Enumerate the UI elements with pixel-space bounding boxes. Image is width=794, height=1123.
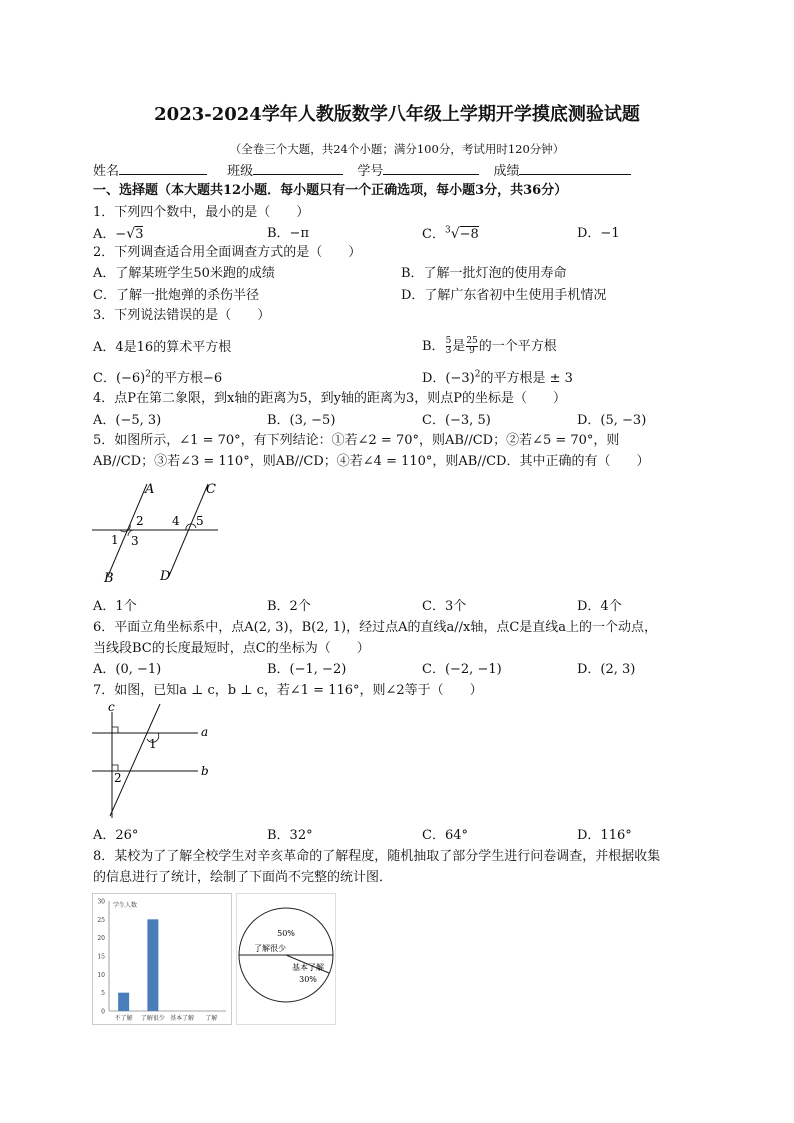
q1-option-c: C．$^3$√−8: [422, 225, 479, 242]
score-label: 成绩: [493, 164, 520, 179]
student-info: [93, 162, 631, 180]
q3-option-c: C．$(-6)^2$的平方根−6: [93, 369, 223, 386]
q8-stem-line1: 8．某校为了了解全校学生对辛亥革命的了解程度，随机抽取了部分学生进行问卷调查，并根据收集: [93, 849, 661, 864]
q4-option-c: C．(−3, 5): [422, 413, 491, 428]
q6-option-d: D．(2, 3): [577, 662, 636, 677]
number-blank[interactable]: [383, 162, 479, 175]
q1-option-b: B．−π: [267, 226, 309, 241]
q5-label-a: A: [145, 482, 155, 497]
bar-y-tick-label: 10: [97, 971, 105, 979]
q7-option-c: C．64°: [422, 828, 468, 843]
bar-y-tick-label: 5: [101, 990, 105, 998]
q7-stem: 7．如图，已知a ⊥ c，b ⊥ c，若∠1 = 116°，则∠2等于（ ）: [93, 683, 483, 698]
page-title: 2023-2024学年人教版数学八年级上学期开学摸底测验试题: [154, 104, 640, 125]
bar-chart-frame: [93, 894, 232, 1025]
bar-y-tick-label: 20: [97, 935, 105, 943]
q4-option-a: A．(−5, 3): [93, 413, 162, 428]
q7-label-a: a: [201, 725, 209, 739]
bar-y-tick-label: 15: [97, 953, 105, 961]
q6-stem-line1: 6．平面立角坐标系中，点A(2, 3)，B(2, 1)，经过点A的直线a//x轴，点C是直线a上的一个动点，: [93, 620, 658, 635]
q3-option-b: B． $\frac{5}{3}$ 是 $\frac{25}{9}$ 的一个平方根: [422, 336, 557, 356]
q5-label-b: B: [104, 571, 114, 586]
bar-category-label: 了解: [205, 1015, 218, 1022]
bar-1: [147, 919, 158, 1011]
pie-slice-1-percent: 50%: [277, 929, 295, 938]
q1-option-a: A．−√3: [93, 226, 144, 242]
q4-option-b: B．(3, −5): [267, 413, 336, 428]
section-heading: 一、选择题（本大题共12小题．每小题只有一个正确选项，每小题3分，共36分）: [93, 183, 568, 198]
q5-angle-5: 5: [196, 514, 204, 528]
q7-figure: [90, 700, 215, 822]
q5-angle-4: 4: [172, 514, 180, 528]
q8-stem-line2: 的信息进行了统计，绘制了下面尚不完整的统计图．: [93, 870, 393, 885]
q1-option-d: D．−1: [577, 226, 620, 241]
q7-label-b: b: [201, 764, 209, 778]
bar-y-axis-label: 学生人数: [113, 902, 138, 909]
q3-stem: 3．下列说法错误的是（ ）: [93, 308, 271, 323]
q6-option-a: A．(0, −1): [93, 662, 162, 677]
q2-stem: 2．下列调查适合用全面调查方式的是（ ）: [93, 245, 362, 260]
name-label: 姓名: [93, 164, 120, 179]
class-label: 班级: [227, 164, 254, 179]
q2-option-d: D．了解广东省初中生使用手机情况: [401, 288, 607, 303]
q5-label-d: D: [160, 569, 171, 584]
q8-pie-chart: [236, 893, 336, 1025]
class-blank[interactable]: [253, 162, 343, 175]
q7-angle-1: 1: [149, 737, 157, 751]
q7-transversal: [110, 704, 160, 816]
q5-figure: [90, 478, 225, 586]
q6-option-c: C．(−2, −1): [422, 662, 502, 677]
q1-stem: 1．下列四个数中，最小的是（ ）: [93, 205, 310, 220]
number-label: 学号: [357, 164, 384, 179]
q7-label-c: c: [108, 700, 115, 714]
q6-stem-line2: 当线段BC的长度最短时，点C的坐标为（ ）: [93, 641, 370, 656]
q5-angle-1: 1: [111, 533, 119, 547]
q5-option-a: A．1个: [93, 599, 137, 614]
q6-option-b: B．(−1, −2): [267, 662, 347, 677]
q5-angle-2: 2: [136, 514, 144, 528]
q5-option-c: C．3个: [422, 599, 467, 614]
q4-option-d: D．(5, −3): [577, 413, 647, 428]
q7-right-angle-a: [112, 727, 118, 733]
bar-y-tick-label: 25: [97, 916, 105, 924]
q2-option-c: C．了解一批炮弹的杀伤半径: [93, 288, 259, 303]
score-blank[interactable]: [519, 162, 631, 175]
q7-angle-2: 2: [114, 771, 122, 785]
q2-option-b: B．了解一批灯泡的使用寿命: [401, 266, 567, 281]
bar-0: [118, 993, 129, 1011]
q3-option-d: D．$(-3)^2$的平方根是 ± 3: [422, 369, 573, 386]
bar-y-tick-label: 30: [97, 898, 105, 906]
q5-stem-line1: 5．如图所示，∠1 = 70°，有下列结论：①若∠2 = 70°，则AB//CD；②若∠5 = 70°，则: [93, 433, 620, 448]
q2-option-a: A．了解某班学生50米跑的成绩: [93, 266, 275, 281]
name-blank[interactable]: [119, 162, 207, 175]
q7-option-a: A．26°: [93, 828, 139, 843]
q5-option-d: D．4个: [577, 599, 622, 614]
bar-category-label: 不了解: [114, 1015, 133, 1022]
q5-label-c: C: [206, 482, 216, 497]
bar-category-label: 基本了解: [170, 1015, 195, 1022]
q5-angle-3: 3: [131, 534, 139, 548]
q4-stem: 4．点P在第二象限，到x轴的距离为5，到y轴的距离为3，则点P的坐标是（ ）: [93, 391, 566, 406]
pie-slice-1-label: 了解很少: [254, 944, 286, 953]
bar-y-tick-label: 0: [101, 1008, 105, 1016]
q7-option-b: B．32°: [267, 828, 313, 843]
pie-chart-frame: [237, 894, 336, 1025]
q8-bar-chart: [92, 893, 232, 1025]
q3-option-a: A．4是16的算术平方根: [93, 340, 232, 355]
q5-option-b: B．2个: [267, 599, 311, 614]
pie-slice-2-percent: 30%: [299, 975, 317, 984]
q5-stem-line2: AB//CD；③若∠3 = 110°，则AB//CD；④若∠4 = 110°，则AB//CD．其中正确的有（ ）: [93, 454, 650, 469]
q7-option-d: D．116°: [577, 828, 632, 843]
pie-slice-2-label: 基本了解: [292, 963, 324, 972]
page-subtitle: （全卷三个大题，共24个小题；满分100分，考试用时120分钟）: [229, 142, 565, 156]
bar-category-label: 了解很少: [140, 1015, 165, 1022]
